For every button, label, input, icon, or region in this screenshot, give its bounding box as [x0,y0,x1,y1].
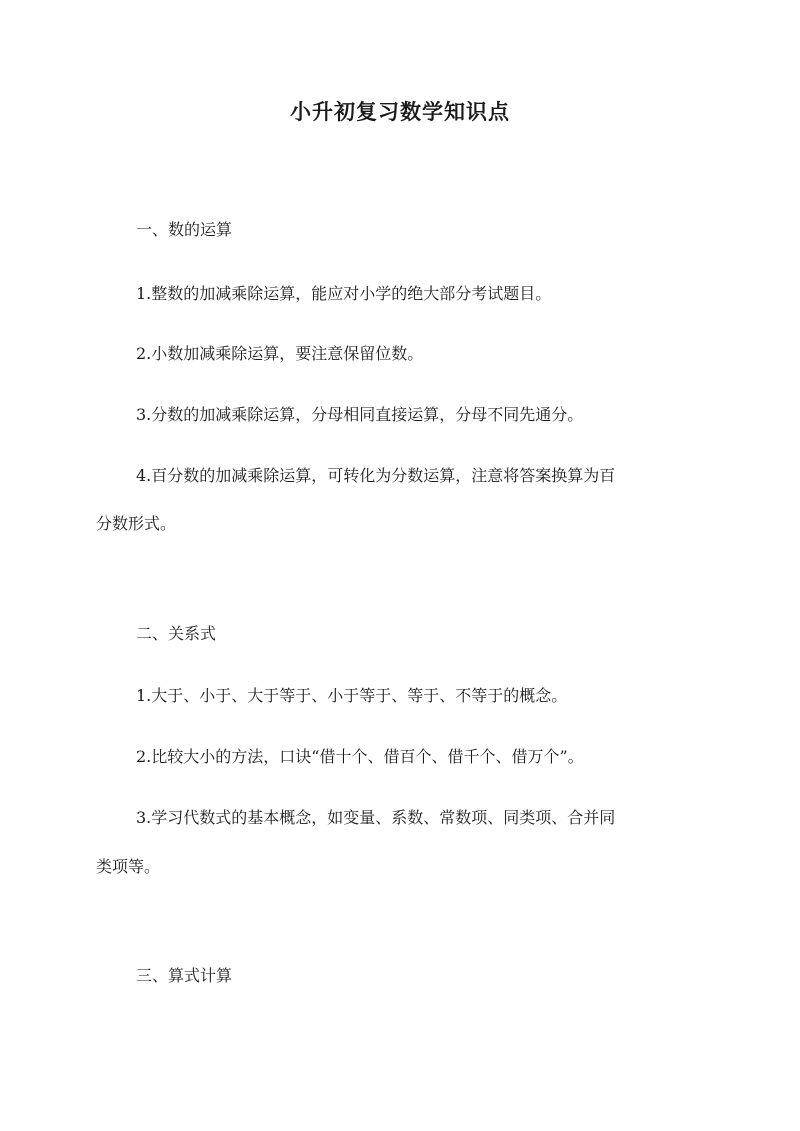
section-heading-1: 一、数的运算 [136,220,233,239]
section-heading-2: 二、关系式 [136,624,217,643]
paragraph-line: 3.分数的加减乘除运算，分母相同直接运算，分母不同先通分。 [136,405,584,424]
document-title: 小升初复习数学知识点 [290,99,510,124]
section-heading-3: 三、算式计算 [136,966,233,985]
paragraph-line: 1.大于、小于、大于等于、小于等于、等于、不等于的概念。 [136,686,568,705]
paragraph-line: 1.整数的加减乘除运算，能应对小学的绝大部分考试题目。 [136,284,552,303]
paragraph-line: 2.比较大小的方法，口诀“借十个、借百个、借千个、借万个”。 [136,747,584,766]
paragraph-line: 2.小数加减乘除运算，要注意保留位数。 [136,344,424,363]
paragraph-line: 3.学习代数式的基本概念，如变量、系数、常数项、同类项、合并同 [136,808,616,827]
paragraph-line: 分数形式。 [96,514,177,533]
paragraph-line: 4.百分数的加减乘除运算，可转化为分数运算，注意将答案换算为百 [136,466,616,485]
paragraph-line: 类项等。 [96,857,161,876]
